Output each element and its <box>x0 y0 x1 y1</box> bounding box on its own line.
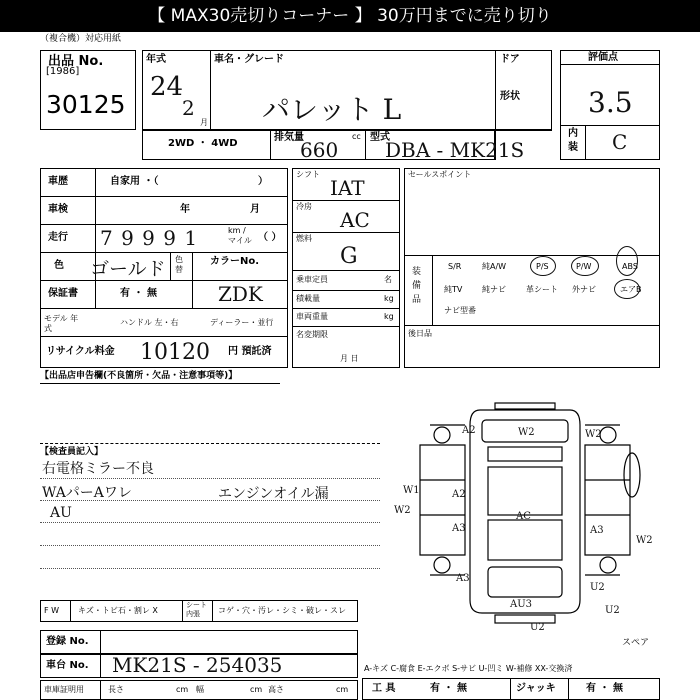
equip-abs: ABS <box>622 262 638 271</box>
equip-pw-circle <box>571 256 599 276</box>
equip-airbag-circle <box>614 279 640 299</box>
color-change: 色替 <box>175 255 183 274</box>
inspection-month: 月 <box>250 204 260 215</box>
engine-note: エンジンオイル漏 <box>218 486 329 502</box>
name-change-label: 名変期限 <box>296 330 328 339</box>
mileage-unit: km / マイル <box>228 226 252 245</box>
exhibitor-note: 【出品店申告欄(不良箇所・欠品・注意事項等)】 <box>40 371 238 381</box>
drive-label: 2WD ・ 4WD <box>168 138 238 149</box>
load-unit: kg <box>384 294 394 303</box>
mark-w1: W1 <box>403 485 420 496</box>
model-year-label: モデル 年式 <box>44 314 79 333</box>
note-line-1: 右電格ミラー不良 <box>42 461 154 477</box>
shift-value: IAT <box>330 176 365 200</box>
doc-note: （複合機）対応用紙 <box>40 34 122 44</box>
history-value: 自家用 ・（ <box>110 176 159 187</box>
mark-a3-right: A3 <box>590 525 604 536</box>
displacement-unit: cc <box>352 132 361 141</box>
dealer-label: ディーラー・並行 <box>210 318 274 327</box>
door-label: ドア <box>500 54 520 65</box>
mark-w2-top: W2 <box>518 427 535 438</box>
navi-model-label: ナビ型番 <box>444 306 476 315</box>
name-label: 車名・グレード <box>214 54 284 65</box>
banner: 【 MAX30売切りコーナー 】 30万円までに売り切り <box>0 0 700 32</box>
fuel-label: 燃料 <box>296 234 312 243</box>
history-close: ） <box>258 176 268 187</box>
equip-aw: 純A/W <box>482 262 507 271</box>
mark-u2-side: U2 <box>590 582 605 593</box>
damage-legend: A-キズ C-腐食 E-エクボ S-サビ U-凹ミ W-補修 XX-交換済 <box>364 664 573 673</box>
sales-point-label: セールスポイント <box>408 170 472 179</box>
mark-u2-bottom: U2 <box>530 622 545 633</box>
equip-leather: 革シート <box>526 285 558 294</box>
mark-w2-far: W2 <box>636 535 653 546</box>
score-value: 3.5 <box>588 86 633 119</box>
cert-cm-3: cm <box>336 685 349 694</box>
mileage-value: 7 9 9 9 1 <box>100 226 199 250</box>
after-date-label: 後日品 <box>408 329 432 338</box>
inspector-note: 【検査員記入】 <box>40 447 104 457</box>
lot-sub: [1986] <box>46 66 80 77</box>
name-change-unit: 月 日 <box>340 354 359 363</box>
year-month-unit: 月 <box>200 118 208 127</box>
mark-a3-left: A3 <box>452 523 466 534</box>
fw-label: F W <box>44 606 60 615</box>
cert-height: 高さ <box>268 685 284 694</box>
mark-w2-right: W2 <box>585 429 602 440</box>
equip-ps-circle <box>530 256 556 276</box>
equip-tv: 純TV <box>444 285 463 294</box>
color-no: ZDK <box>218 282 263 306</box>
recycle-value: 10120 <box>140 340 210 365</box>
equip-abs-circle <box>616 246 638 276</box>
tools-label: 工 具 <box>372 683 396 694</box>
capacity-label: 乗車定員 <box>296 275 328 284</box>
seat-label: シート 内張 <box>186 601 207 618</box>
tools-value: 有 ・ 無 <box>430 683 467 694</box>
equip-sr: S/R <box>448 262 462 271</box>
mark-a2-top: A2 <box>462 425 476 436</box>
damage-diagram <box>394 385 670 635</box>
cert-cm-1: cm <box>176 685 189 694</box>
interior-label: 内装 <box>568 128 578 153</box>
equip-pw: P/W <box>576 262 592 271</box>
model-value: DBA - MK21S <box>385 138 525 162</box>
cert-cm-2: cm <box>250 685 263 694</box>
note-line-3: AU <box>50 505 72 521</box>
jack-value: 有 ・ 無 <box>586 683 623 694</box>
warranty-label: 保証書 <box>48 288 78 299</box>
color-label: 色 <box>54 260 64 271</box>
color-value: ゴールド <box>90 258 166 280</box>
score-label: 評価点 <box>588 52 618 63</box>
recycle-label: リサイクル料金 <box>46 346 115 357</box>
spare-label: スペア <box>622 638 650 648</box>
ac-value: AC <box>340 208 370 232</box>
displacement-label: 排気量 <box>274 132 304 143</box>
mark-a3-rear: A3 <box>456 573 470 584</box>
shift-label: シフト <box>296 170 320 179</box>
seat-text: コゲ・穴・汚レ・シミ・破レ・スレ <box>218 606 346 615</box>
cert-label: 車庫証明用 <box>44 685 84 694</box>
shape-label: 形状 <box>500 91 520 102</box>
equip-navi: 純ナビ <box>482 285 506 294</box>
equip-airbag: エアB <box>620 285 642 294</box>
lot-number: 30125 <box>46 90 126 119</box>
recycle-unit: 円 預託済 <box>228 346 272 357</box>
mileage-paren: （ ） <box>258 232 282 243</box>
cert-width: 幅 <box>196 685 204 694</box>
mark-u2-right: U2 <box>605 605 620 616</box>
fuel-value: G <box>340 244 358 269</box>
interior-value: C <box>612 130 628 154</box>
registration-label: 登録 No. <box>46 636 89 647</box>
chassis-label: 車台 No. <box>46 660 89 671</box>
handle-label: ハンドル 左・右 <box>120 318 179 327</box>
equip-ps: P/S <box>536 262 549 271</box>
color-no-label: カラーNo. <box>210 256 260 267</box>
fw-text: キズ・トビ石・割レ X <box>78 606 158 615</box>
mark-a2-left: A2 <box>452 489 466 500</box>
jack-label: ジャッキ <box>516 683 556 694</box>
note-line-2: WAパーAワレ <box>42 485 132 501</box>
history-label: 車歴 <box>48 176 68 187</box>
load-label: 積載量 <box>296 294 320 303</box>
model-label: 型式 <box>370 132 390 143</box>
displacement-value: 660 <box>300 138 339 162</box>
cert-length: 長さ <box>108 685 124 694</box>
chassis-value: MK21S - 254035 <box>112 653 283 677</box>
mark-w2-left: W2 <box>394 505 411 516</box>
year-value: 24 <box>150 72 184 102</box>
mark-ac: AC <box>516 511 531 522</box>
weight-label: 車両重量 <box>296 312 328 321</box>
warranty-value: 有 ・ 無 <box>120 288 157 299</box>
year-month: 2 <box>182 96 195 120</box>
year-label: 年式 <box>146 54 166 65</box>
capacity-unit: 名 <box>384 275 392 284</box>
inspection-year: 年 <box>180 204 190 215</box>
ac-label: 冷房 <box>296 202 312 211</box>
equip-ext-navi: 外ナビ <box>572 285 596 294</box>
equipment-label: 装備品 <box>412 267 422 305</box>
inspection-label: 車検 <box>48 204 68 215</box>
mark-au3: AU3 <box>510 599 533 610</box>
mileage-label: 走行 <box>48 232 68 243</box>
name-value: パレット L <box>262 93 402 126</box>
lot-label: 出品 No. <box>48 54 104 69</box>
weight-unit: kg <box>384 312 394 321</box>
